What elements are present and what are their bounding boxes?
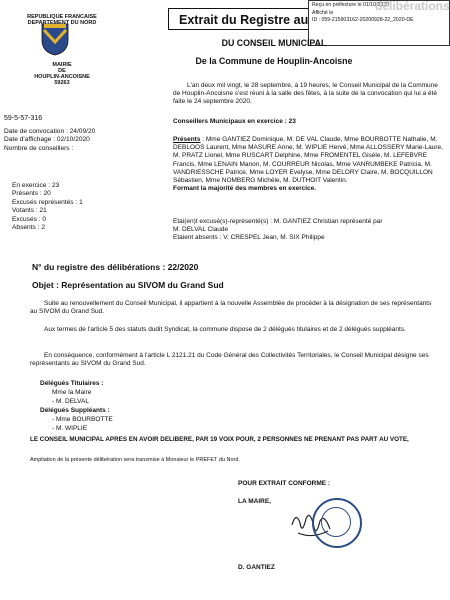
document-title: Extrait du Registre au [168,8,380,30]
mairie-label: MAIRIE DE HOUPLIN-ANCOISNE 59263 [34,62,90,86]
la-maire-label: LA MAIRE, [238,498,271,505]
municipal-seal-icon [312,498,362,548]
suppleants-label: Délégués Suppléants : [40,407,110,414]
conseil-heading: DU CONSEIL MUNICIPAL [221,38,327,48]
commune-heading: De la Commune de Houplin-Ancoisne [195,56,353,66]
stamp-watermark: délibérations [375,0,450,13]
coat-of-arms-icon [40,22,70,56]
presents-list: : Mme GANTIEZ Dominique, M. DE VAL Claude, Mme BOURBOTTE Nathalie, M. DEBLOOS Laurent, Mme MASURE Anne, M. WIPLIE Hervé, Mme ALLOSSERY Marie-Laure, M. PRATZ Lionel, Mme RUSCART Delphine, Mme FROMENTEL Gisèle, M. LEFEBVRE Francis, Mme LENAIN Manon, M. COURREUR Nicolas, Mme VANRUMBEKE Patricia, M. VANDRIESSCHE Patrice, Mme LOYER Evelyse, Mme DELORY Claire, M. BOCQUILLON Sébastien, Mme NOMBERG Michèle, M. DUTHOIT Valentin. [173,136,443,185]
side-info [4,128,95,153]
titulaires-label: Délégués Titulaires : [40,380,104,387]
pour-extrait-conforme: POUR EXTRAIT CONFORME : [238,480,331,487]
conseillers-en-exercice: Conseillers Municipaux en exercice : 23 [173,118,296,125]
crest-caption: REPUBLIQUE FRANCAISE DEPARTEMENT DU NORD [27,14,97,26]
nombre-conseillers: Nombre de conseillers : [4,144,74,152]
titulaire-2: - M. DELVAL [52,398,89,405]
ampliation-line: Ampliation de la présente délibération sera transmise à Monsieur le PREFET du Nord. [30,457,240,463]
titulaire-1: Mme la Maire [52,389,92,396]
paragraph-1: Suite au renouvellement du Conseil Municipal, il appartient à la nouvelle Assemblée de procéder à la désignation de ses représentants au SIVOM du Grand Sud. [30,300,432,316]
prefecture-stamp: délibérations Reçu en préfecture le 01/10/2020 Affiché le ID : 059-215903162-20200928-22_2020-DE [308,0,450,46]
vote-statement: LE CONSEIL MUNICIPAL APRES EN AVOIR DELIBERE, PAR 19 VOIX POUR, 2 PERSONNES NE PRENANT PAS PART AU VOTE, [30,436,409,443]
majorite-line: Formant la majorité des membres en exercice. [173,185,317,193]
suppleant-1: - Mme BOURBOTTE [52,416,113,423]
signatory-name: D. GANTIEZ [238,564,275,571]
presents-label: Présents [173,136,201,143]
intro-paragraph: L'an deux mil vingt, le 28 septembre, à 19 heures, le Conseil Municipal de la Commune de Houplin-Ancoisne s'est réuni à la salle des fêtes, à la suite de la convocation qui lui a été faite le 24 septembre 2020. [173,82,438,106]
registre-number: N° du registre des délibérations : 22/2020 [32,262,199,272]
excuses-paragraph: Etai(en)t excusé(s)-représenté(s) : M. GANTIEZ Christian représenté par M. DELVAL Claude Etaient absents : V. CRESPEL Jean, M. SIX Philippe [173,218,383,242]
paragraph-2: Aux termes de l'article 5 des statuts dudit Syndicat, la commune dispose de 2 délégués titulaires et de 2 délégués suppléants. [44,326,406,333]
presents-paragraph [173,136,443,193]
vote-counts: En exercice : 23 Présents : 20 Excusés représentés : 1 Votants : 21 Excusés : 0 Absents : 2 [12,182,83,232]
convocation-date: Date de convocation : 24/09/20 [4,128,96,135]
suppleant-2: - M. WIPLIE [52,425,88,432]
affichage-date: Date d'affichage : 02/10/2020 [4,136,90,144]
objet-line: Objet : Représentation au SIVOM du Grand Sud [32,280,224,290]
paragraph-3: En conséquence, conformément à l'article L 2121.21 du Code Général des Collectivités Territoriales, le Conseil Municipal désigne ses représentants au SIVOM du Grand Sud. [30,352,429,368]
reference-number: 59-5-57-316 [4,115,43,122]
